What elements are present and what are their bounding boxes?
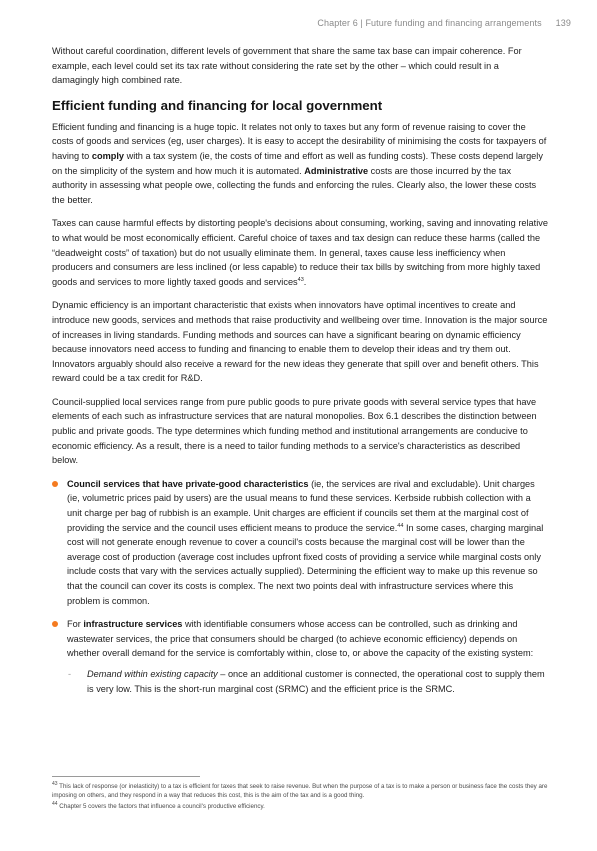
text-run: (ie, the services are rival and excludable). Unit charges (ie, volumetric prices paid by users) are the usual means to fund these services. Kerbside rubbish collection with a unit charge per bag of rubbish is an example. Unit charges are efficient if councils set them at the marginal cost of providing the service and the council uses efficient means to produce the service. bbox=[67, 478, 535, 533]
section-heading: Efficient funding and financing for local government bbox=[52, 97, 383, 113]
bold-term-private-good: Council services that have private-good characteristics bbox=[67, 478, 309, 489]
list-item bbox=[52, 617, 548, 696]
text-run: In some cases, charging marginal cost will not generate enough revenue to cover a council's costs because the marginal cost will be lower than the average cost of production (average cost includes upfront fixed costs of providing a service while marginal costs only include costs that vary with the services actually supplied). Determining the efficient way to make up this revenue so that the council can cover its costs is complex. The next two points deal with infrastructure services where this problem is common. bbox=[67, 522, 544, 606]
bold-term-comply: comply bbox=[91, 150, 125, 161]
text-run: – once an additional customer is connected, the operational cost to supply them is very low. This is the short-run marginal cost (SRMC) and the efficient price is the SRMC. bbox=[87, 668, 545, 694]
bullet-list bbox=[52, 477, 548, 696]
text-run: with a tax system (ie, the costs of time and effort as well as funding costs). These costs depend largely on the simplicity of the system and how much it is automated. bbox=[52, 150, 543, 176]
page-body bbox=[52, 44, 548, 705]
footnote-ref-44[interactable]: 44 bbox=[397, 522, 404, 529]
sub-list bbox=[67, 667, 548, 696]
text-run: Taxes can cause harmful effects by distorting people's decisions about consuming, working, saving and innovating relative to what would be most economically efficient. Careful choice of taxes and tax design can reduce these harms (called the “deadweight costs” of taxation) but do not usually eliminate them. In general, taxes cause less inefficiency when producers and consumers are less inclined (or less capable) to reduce their tax bills by switching from more highly taxed goods and services to more lightly taxed goods and services bbox=[52, 218, 548, 287]
footnote-text: This lack of response (or inelasticity) to a tax is efficient for taxes that seek to raise revenue. But when the purpose of a tax is to make a person or business face the costs they are imposing on others, and they respond in a way that reduces this cost, this is the aim of the tax and is a good thing. bbox=[52, 783, 548, 800]
footnote-divider bbox=[52, 776, 200, 777]
paragraph-council-services: Council-supplied local services range from pure public goods to pure private goods with several service types that have elements of each such as infrastructure services that are natural monopolies. Box 6.1 describes the distinction between public and private goods. The type determines which funding method and institutional arrangements are conducive to economic efficiency. As a result, there is a need to tailor funding methods to a service's characteristics as described below. bbox=[52, 396, 537, 466]
paragraph-deadweight-costs bbox=[52, 216, 548, 289]
list-item bbox=[52, 477, 548, 608]
running-header bbox=[317, 18, 571, 28]
text-run: Efficient funding and financing is a huge topic. It relates not only to taxes but any form of revenue raising to cover the costs of goods and services (eg, user charges). It is easy to accept the desirability of minimising the costs for taxpayers of having to bbox=[52, 121, 547, 161]
italic-term-demand: Demand within existing capacity bbox=[87, 668, 218, 679]
dash-marker: - bbox=[68, 668, 72, 679]
footnote-43 bbox=[52, 782, 548, 800]
text-run: For bbox=[67, 619, 84, 630]
footnote-number: 44 bbox=[52, 801, 58, 808]
footnote-44 bbox=[52, 802, 548, 811]
bold-term-infrastructure: infrastructure services bbox=[83, 619, 183, 630]
bold-term-administrative: Administrative bbox=[304, 165, 369, 176]
footnotes bbox=[52, 782, 548, 814]
text-run: . bbox=[303, 276, 307, 287]
bullet-dot-icon bbox=[52, 481, 58, 487]
footnote-number: 43 bbox=[52, 780, 58, 787]
footnote-ref-43[interactable]: 43 bbox=[297, 276, 304, 283]
text-run: costs are those incurred by the tax authority in assessing what people owe, collecting the funds and enforcing the rules. Clearly also, the lower these costs the better. bbox=[52, 165, 537, 205]
sub-list-item bbox=[67, 667, 548, 696]
running-title: Chapter 6 | Future funding and financing arrangements bbox=[317, 18, 542, 28]
paragraph-compliance-costs bbox=[52, 120, 548, 208]
footnote-text: Chapter 5 covers the factors that influence a council's productive efficiency. bbox=[57, 803, 265, 811]
page-number: 139 bbox=[555, 18, 571, 28]
paragraph-dynamic-efficiency: Dynamic efficiency is an important characteristic that exists when innovators have optimal incentives to create and introduce new goods, services and methods that raise productivity and wellbeing over time. Innovation is the major source of increases in living standards. Funding methods and sources can have a significant bearing on dynamic efficiency because innovators need access to funding and financing to enable them to develop their ideas and try them out. Innovators arguably should also receive a reward for the new ideas they generate that spill over and benefit others. This reward could be a tax credit for R&D. bbox=[52, 300, 548, 384]
bullet-dot-icon bbox=[52, 621, 58, 627]
intro-paragraph: Without careful coordination, different levels of government that share the same tax base can impair coherence. For example, each level could set its tax rate without considering the rate set by the other – which could result in a damagingly high combined rate. bbox=[52, 46, 522, 86]
text-run: with identifiable consumers whose access can be controlled, such as drinking and wastewater services, the price that consumers should be charged (to achieve economic efficiency) depends on whether overall demand for the service is comfortably within, close to, or above the capacity of the existing system: bbox=[67, 619, 534, 659]
